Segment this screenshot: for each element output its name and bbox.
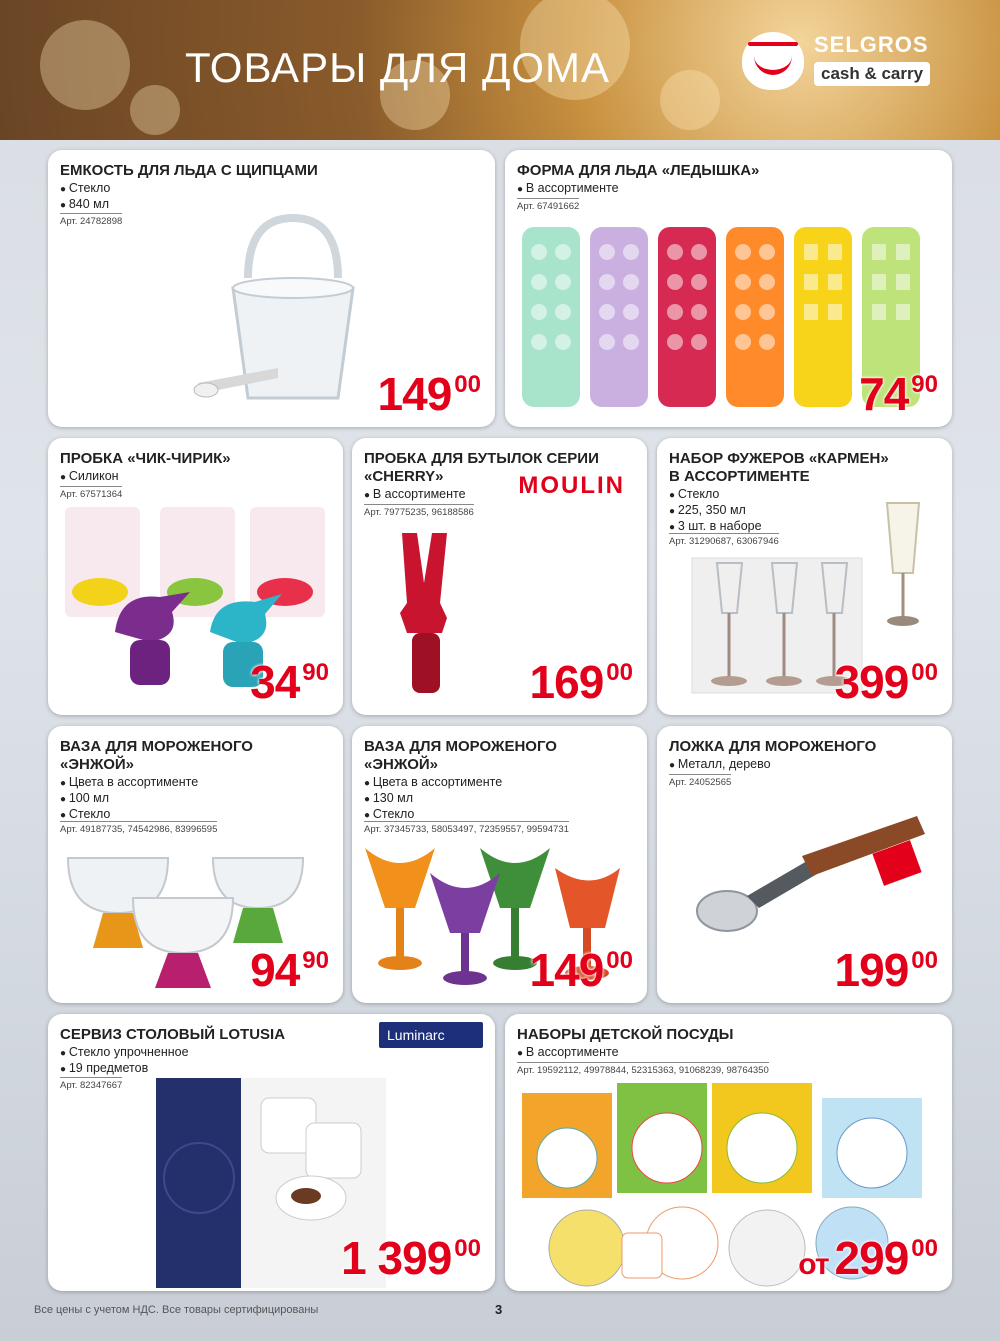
title-line: ВАЗА ДЛЯ МОРОЖЕНОГО bbox=[364, 738, 557, 755]
product-specs bbox=[60, 181, 110, 213]
spec-item: ● 225, 350 мл bbox=[669, 503, 762, 519]
spec-item: ● 100 мл bbox=[60, 791, 198, 807]
product-title: ФОРМА ДЛЯ ЛЬДА «ЛЕДЫШКА» bbox=[517, 162, 760, 179]
spec-item: ● 19 предметов bbox=[60, 1061, 189, 1077]
price-tag bbox=[798, 1232, 938, 1284]
spec-item: ● Стекло bbox=[60, 181, 110, 197]
spec-item: ● 130 мл bbox=[364, 791, 502, 807]
title-line: НАБОР ФУЖЕРОВ «КАРМЕН» bbox=[669, 450, 889, 467]
page-title: ТОВАРЫ ДЛЯ ДОМА bbox=[185, 44, 611, 91]
bokeh-light bbox=[40, 20, 130, 110]
product-card-bird-stopper[interactable] bbox=[48, 438, 343, 715]
product-sku: Арт. 37345733, 58053497, 72359557, 99594731 bbox=[364, 821, 569, 835]
spec-item: ● Цвета в ассортименте bbox=[364, 775, 502, 791]
title-line: «ЭНЖОЙ» bbox=[364, 756, 438, 773]
product-card-lotusia-set[interactable] bbox=[48, 1014, 495, 1291]
price-cents: 00 bbox=[911, 659, 938, 686]
product-card-ice-bucket[interactable] bbox=[48, 150, 495, 427]
spec-item: ● Стекло упрочненное bbox=[60, 1045, 189, 1061]
product-sku: Арт. 24052565 bbox=[669, 774, 731, 788]
price-cents: 00 bbox=[454, 371, 481, 398]
product-title: ЛОЖКА ДЛЯ МОРОЖЕНОГО bbox=[669, 738, 877, 755]
price-cents: 90 bbox=[302, 659, 329, 686]
logo-subtitle: cash & carry bbox=[814, 62, 930, 86]
product-specs bbox=[517, 181, 619, 197]
product-title bbox=[60, 738, 253, 774]
page-header bbox=[0, 0, 1000, 140]
spec-item: ● Стекло bbox=[60, 807, 198, 823]
spec-item: ● В ассортименте bbox=[517, 1045, 619, 1061]
price-cents: 00 bbox=[911, 1235, 938, 1262]
product-card-glasses-set[interactable] bbox=[657, 438, 952, 715]
title-line: «CHERRY» bbox=[364, 468, 444, 485]
price-main: 74 bbox=[859, 368, 909, 420]
product-card-ice-cream-vase-130[interactable] bbox=[352, 726, 647, 1003]
price-prefix: от bbox=[798, 1248, 829, 1281]
title-line: В АССОРТИМЕНТЕ bbox=[669, 468, 810, 485]
product-title: СЕРВИЗ СТОЛОВЫЙ LOTUSIA bbox=[60, 1026, 286, 1043]
price-main: 199 bbox=[834, 944, 909, 996]
product-card-ice-tray[interactable] bbox=[505, 150, 952, 427]
selgros-plate-icon bbox=[742, 32, 804, 90]
page-number: 3 bbox=[495, 1302, 503, 1317]
product-title: НАБОРЫ ДЕТСКОЙ ПОСУДЫ bbox=[517, 1026, 734, 1043]
product-card-cherry-stopper[interactable] bbox=[352, 438, 647, 715]
price-tag bbox=[341, 1232, 481, 1284]
price-tag bbox=[250, 944, 329, 996]
price-cents: 90 bbox=[302, 947, 329, 974]
product-sku: Арт. 19592112, 49978844, 52315363, 91068239, 98764350 bbox=[517, 1062, 769, 1076]
product-specs bbox=[60, 469, 119, 485]
price-main: 149 bbox=[529, 944, 604, 996]
selgros-logo bbox=[742, 32, 952, 92]
product-title: ЕМКОСТЬ ДЛЯ ЛЬДА С ЩИПЦАМИ bbox=[60, 162, 318, 179]
product-title bbox=[669, 450, 889, 486]
title-line: ВАЗА ДЛЯ МОРОЖЕНОГО bbox=[60, 738, 253, 755]
price-tag bbox=[834, 944, 938, 996]
price-main: 94 bbox=[250, 944, 300, 996]
price-cents: 00 bbox=[911, 947, 938, 974]
product-sku: Арт. 31290687, 63067946 bbox=[669, 533, 779, 547]
product-sku: Арт. 82347667 bbox=[60, 1077, 122, 1091]
product-sku: Арт. 67491662 bbox=[517, 198, 579, 212]
product-specs bbox=[364, 775, 502, 823]
spec-item: ● В ассортименте bbox=[517, 181, 619, 197]
product-card-ice-cream-vase-100[interactable] bbox=[48, 726, 343, 1003]
price-tag bbox=[377, 368, 481, 420]
cherry-stopper-image bbox=[372, 523, 492, 703]
product-card-ice-cream-scoop[interactable] bbox=[657, 726, 952, 1003]
price-main: 169 bbox=[529, 656, 604, 708]
spec-item: ● 840 мл bbox=[60, 197, 110, 213]
luminarc-brand-logo: Luminarc bbox=[379, 1022, 483, 1048]
price-main: 34 bbox=[250, 656, 300, 708]
bokeh-light bbox=[130, 85, 180, 135]
product-specs bbox=[517, 1045, 619, 1061]
title-line: «ЭНЖОЙ» bbox=[60, 756, 134, 773]
spec-item: ● 3 шт. в наборе bbox=[669, 519, 762, 535]
logo-name: SELGROS bbox=[814, 32, 929, 57]
price-cents: 90 bbox=[911, 371, 938, 398]
price-tag bbox=[250, 656, 329, 708]
spec-item: ● Силикон bbox=[60, 469, 119, 485]
price-main: 399 bbox=[834, 656, 909, 708]
ice-cream-scoop-image bbox=[687, 806, 937, 946]
product-specs bbox=[60, 1045, 189, 1077]
spec-item: ● Цвета в ассортименте bbox=[60, 775, 198, 791]
price-cents: 00 bbox=[606, 947, 633, 974]
price-tag bbox=[529, 656, 633, 708]
spec-item: ● Металл, дерево bbox=[669, 757, 771, 773]
price-cents: 00 bbox=[606, 659, 633, 686]
spec-item: ● В ассортименте bbox=[364, 487, 466, 503]
product-specs bbox=[60, 775, 198, 823]
moulin-brand-logo: MOULIN bbox=[518, 472, 625, 499]
product-title bbox=[364, 738, 557, 774]
price-tag bbox=[529, 944, 633, 996]
spec-item: ● Стекло bbox=[364, 807, 502, 823]
product-card-kids-dishware[interactable] bbox=[505, 1014, 952, 1291]
price-main: 299 bbox=[834, 1232, 909, 1284]
product-specs bbox=[364, 487, 466, 503]
price-cents: 00 bbox=[454, 1235, 481, 1262]
footer-note: Все цены с учетом НДС. Все товары сертифицированы bbox=[34, 1304, 319, 1316]
price-main: 149 bbox=[377, 368, 452, 420]
product-specs bbox=[669, 757, 771, 773]
product-sku: Арт. 24782898 bbox=[60, 213, 122, 227]
price-tag bbox=[834, 656, 938, 708]
price-tag bbox=[859, 368, 938, 420]
title-line: ПРОБКА ДЛЯ БУТЫЛОК СЕРИИ bbox=[364, 450, 599, 467]
product-sku: Арт. 67571364 bbox=[60, 486, 122, 500]
bokeh-light bbox=[660, 70, 720, 130]
spec-item: ● Стекло bbox=[669, 487, 762, 503]
product-sku: Арт. 49187735, 74542986, 83996595 bbox=[60, 821, 217, 835]
ice-bucket-image bbox=[188, 208, 398, 418]
product-title: ПРОБКА «ЧИК-ЧИРИК» bbox=[60, 450, 231, 467]
product-sku: Арт. 79775235, 96188586 bbox=[364, 504, 474, 518]
price-main: 1 399 bbox=[341, 1232, 452, 1284]
